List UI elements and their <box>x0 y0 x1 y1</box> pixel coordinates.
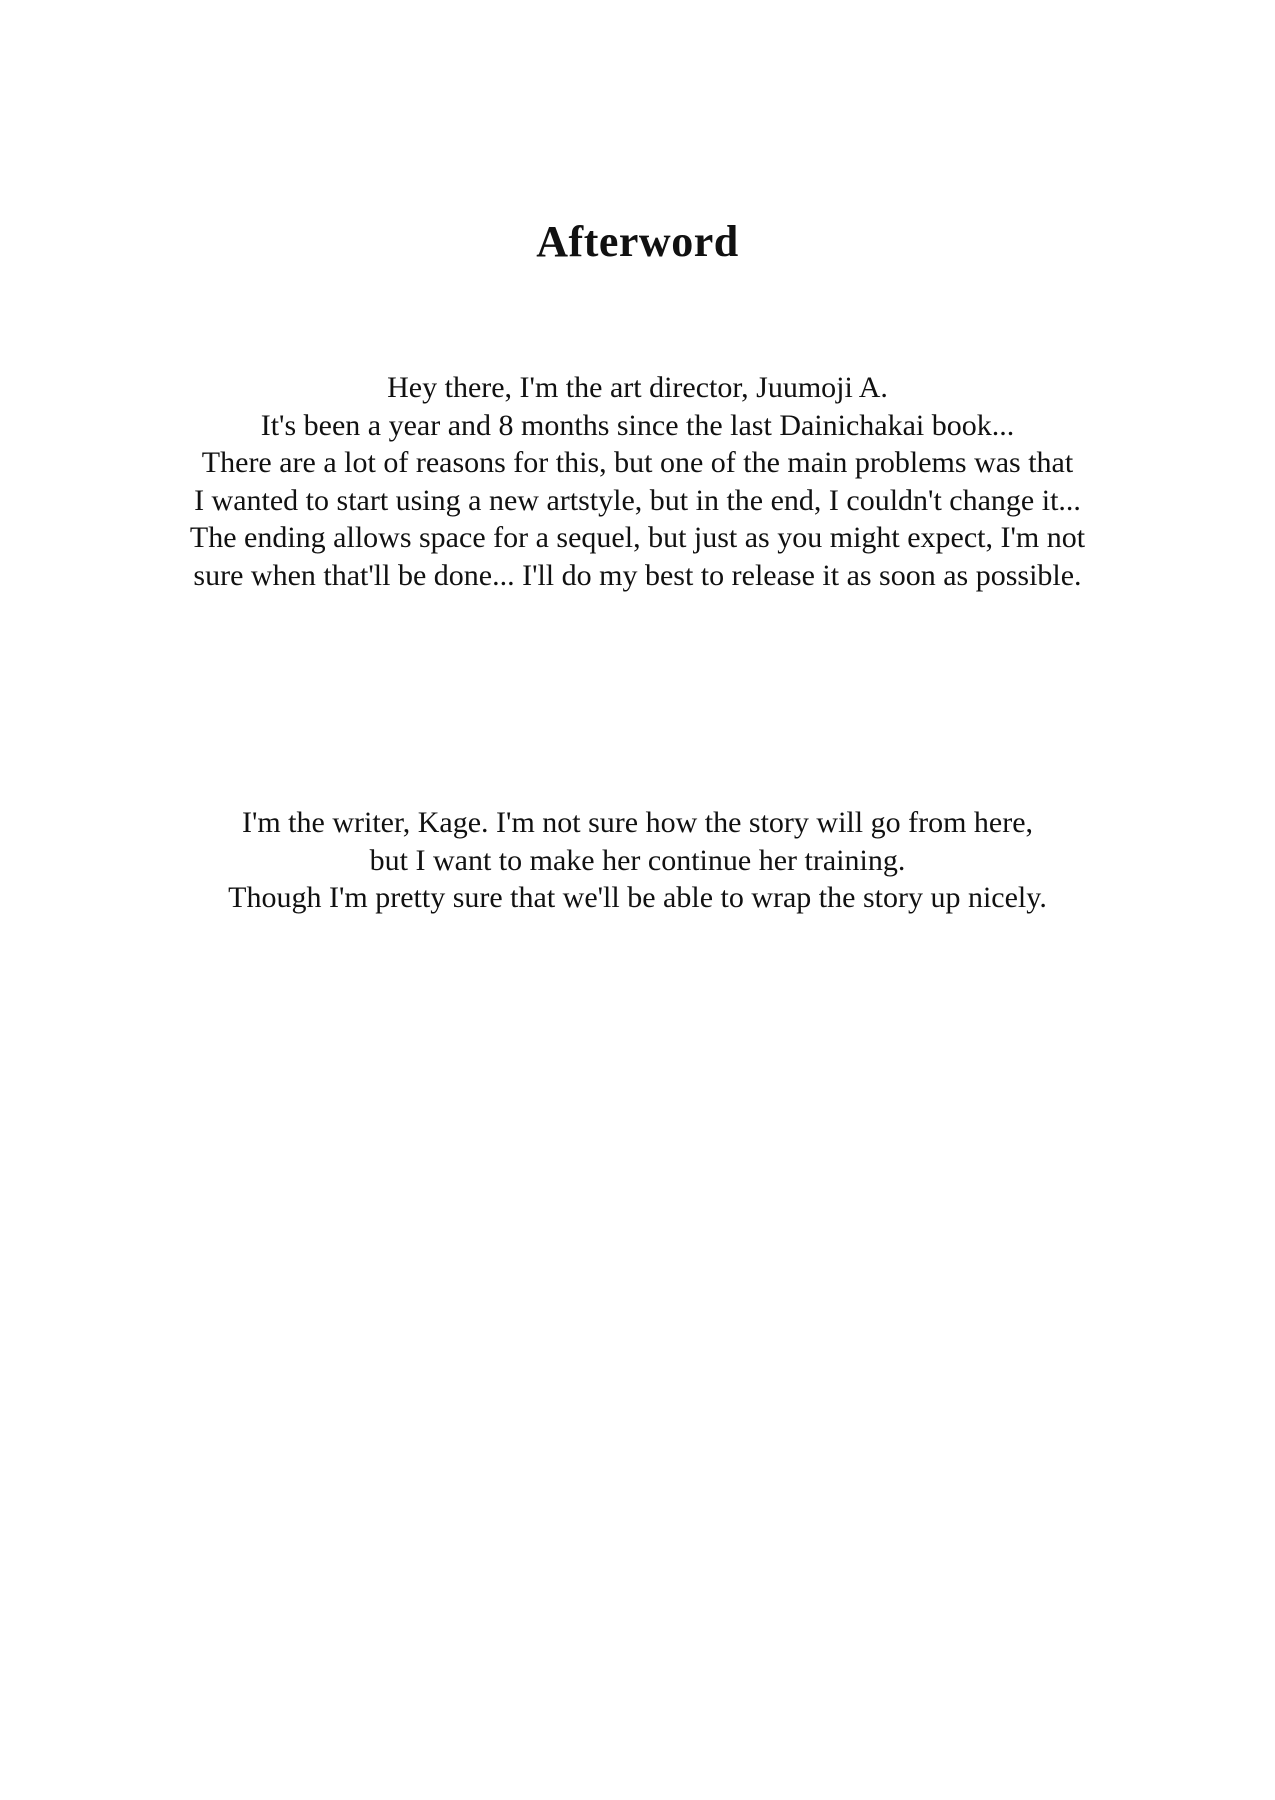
page-title: Afterword <box>536 217 739 266</box>
artist-note-line: sure when that'll be done... I'll do my best to release it as soon as possible. <box>193 558 1082 592</box>
writer-note <box>0 804 1275 917</box>
artist-note-line: It's been a year and 8 months since the last Dainichakai book... <box>260 408 1015 442</box>
artist-note-line: The ending allows space for a sequel, but just as you might expect, I'm not <box>189 521 1086 554</box>
writer-note-line: Though I'm pretty sure that we'll be able to wrap the story up nicely. <box>228 881 1047 914</box>
artist-note <box>0 369 1275 594</box>
writer-note-line: I'm the writer, Kage. I'm not sure how the story will go from here, <box>241 806 1034 839</box>
writer-note-line: but I want to make her continue her training. <box>369 843 906 877</box>
artist-note-line: I wanted to start using a new artstyle, but in the end, I couldn't change it... <box>194 483 1081 517</box>
artist-note-line: Hey there, I'm the art director, Juumoji A. <box>387 371 888 404</box>
artist-note-line: There are a lot of reasons for this, but one of the main problems was that <box>201 446 1074 479</box>
